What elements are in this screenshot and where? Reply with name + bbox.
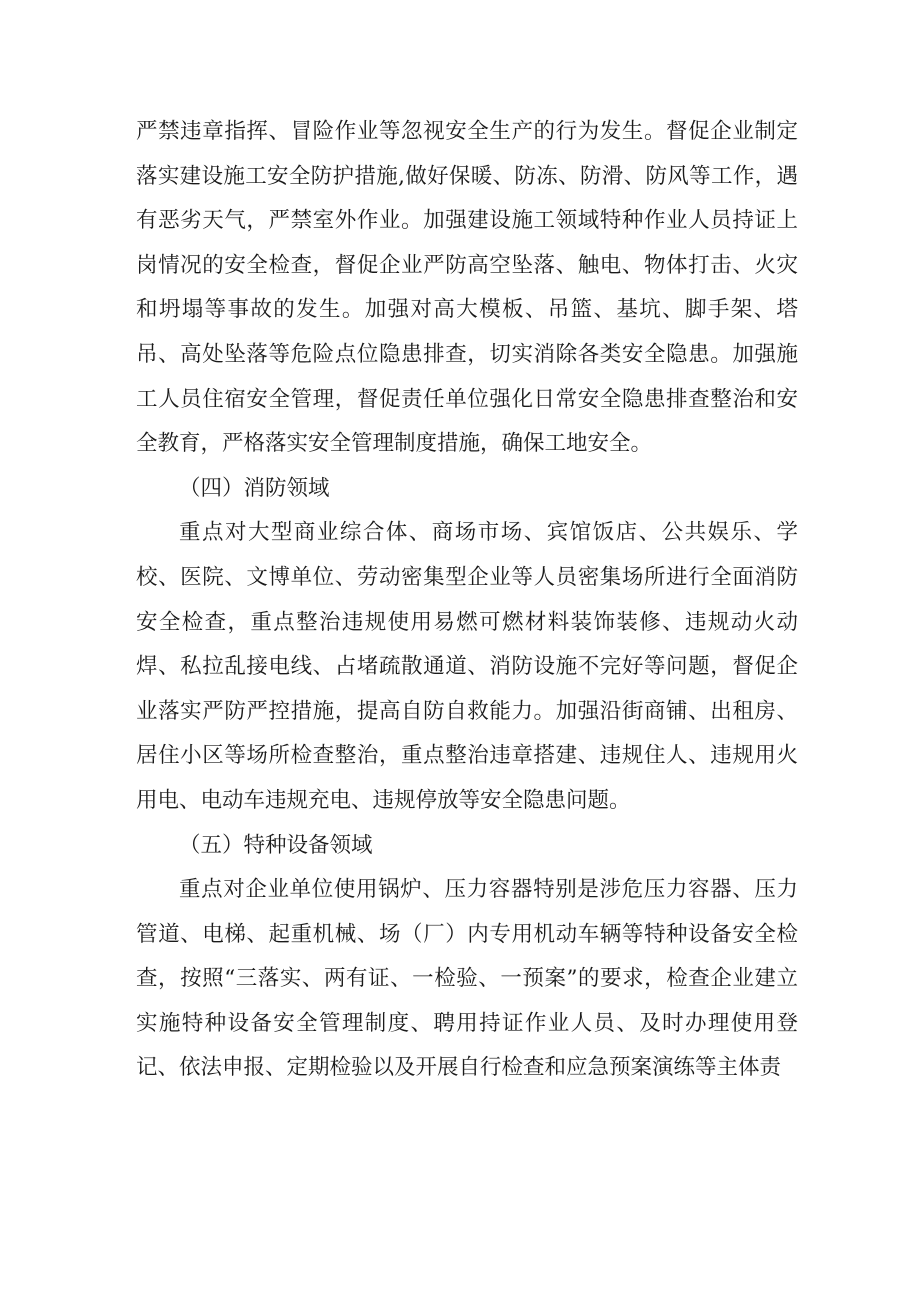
paragraph-special-equipment: 重点对企业单位使用锅炉、压力容器特别是涉危压力容器、压力管道、电梯、起重机械、场（厂）内专用机动车辆等特种设备安全检查，按照“三落实、两有证、一检验、一预案”的要求，检查企业建立实施特种设备安全管理制度、聘用持证作业人员、及时办理使用登记、依法申报、定期检验以及开展自行检查和应急预案演练等主体责 <box>136 877 798 1081</box>
section-heading-special-equipment: （五）特种设备领域 <box>179 832 373 858</box>
paragraph-fire-protection: 重点对大型商业综合体、商场市场、宾馆饭店、公共娱乐、学校、医院、文博单位、劳动密集型企业等人员密集场所进行全面消防安全检查，重点整治违规使用易燃可燃材料装饰装修、违规动火动焊、私拉乱接电线、占堵疏散通道、消防设施不完好等问题，督促企业落实严防严控措施，提高自防自救能力。加强沿街商铺、出租房、居住小区等场所检查整治，重点整治违章搭建、违规住人、违规用火用电、电动车违规充电、违规停放等安全隐患问题。 <box>136 520 798 813</box>
paragraph-construction-safety: 严禁违章指挥、冒险作业等忽视安全生产的行为发生。督促企业制定落实建设施工安全防护措施,做好保暖、防冻、防滑、防风等工作，遇有恶劣天气，严禁室外作业。加强建设施工领域特种作业人员持证上岗情况的安全检查，督促企业严防高空坠落、触电、物体打击、火灾和坍塌等事故的发生。加强对高大模板、吊篮、基坑、脚手架、塔吊、高处坠落等危险点位隐患排查，切实消除各类安全隐患。加强施工人员住宿安全管理，督促责任单位强化日常安全隐患排查整治和安全教育，严格落实安全管理制度措施，确保工地安全。 <box>136 119 798 457</box>
document-body <box>136 110 798 1091</box>
section-heading-fire-protection: （四）消防领域 <box>179 475 330 501</box>
